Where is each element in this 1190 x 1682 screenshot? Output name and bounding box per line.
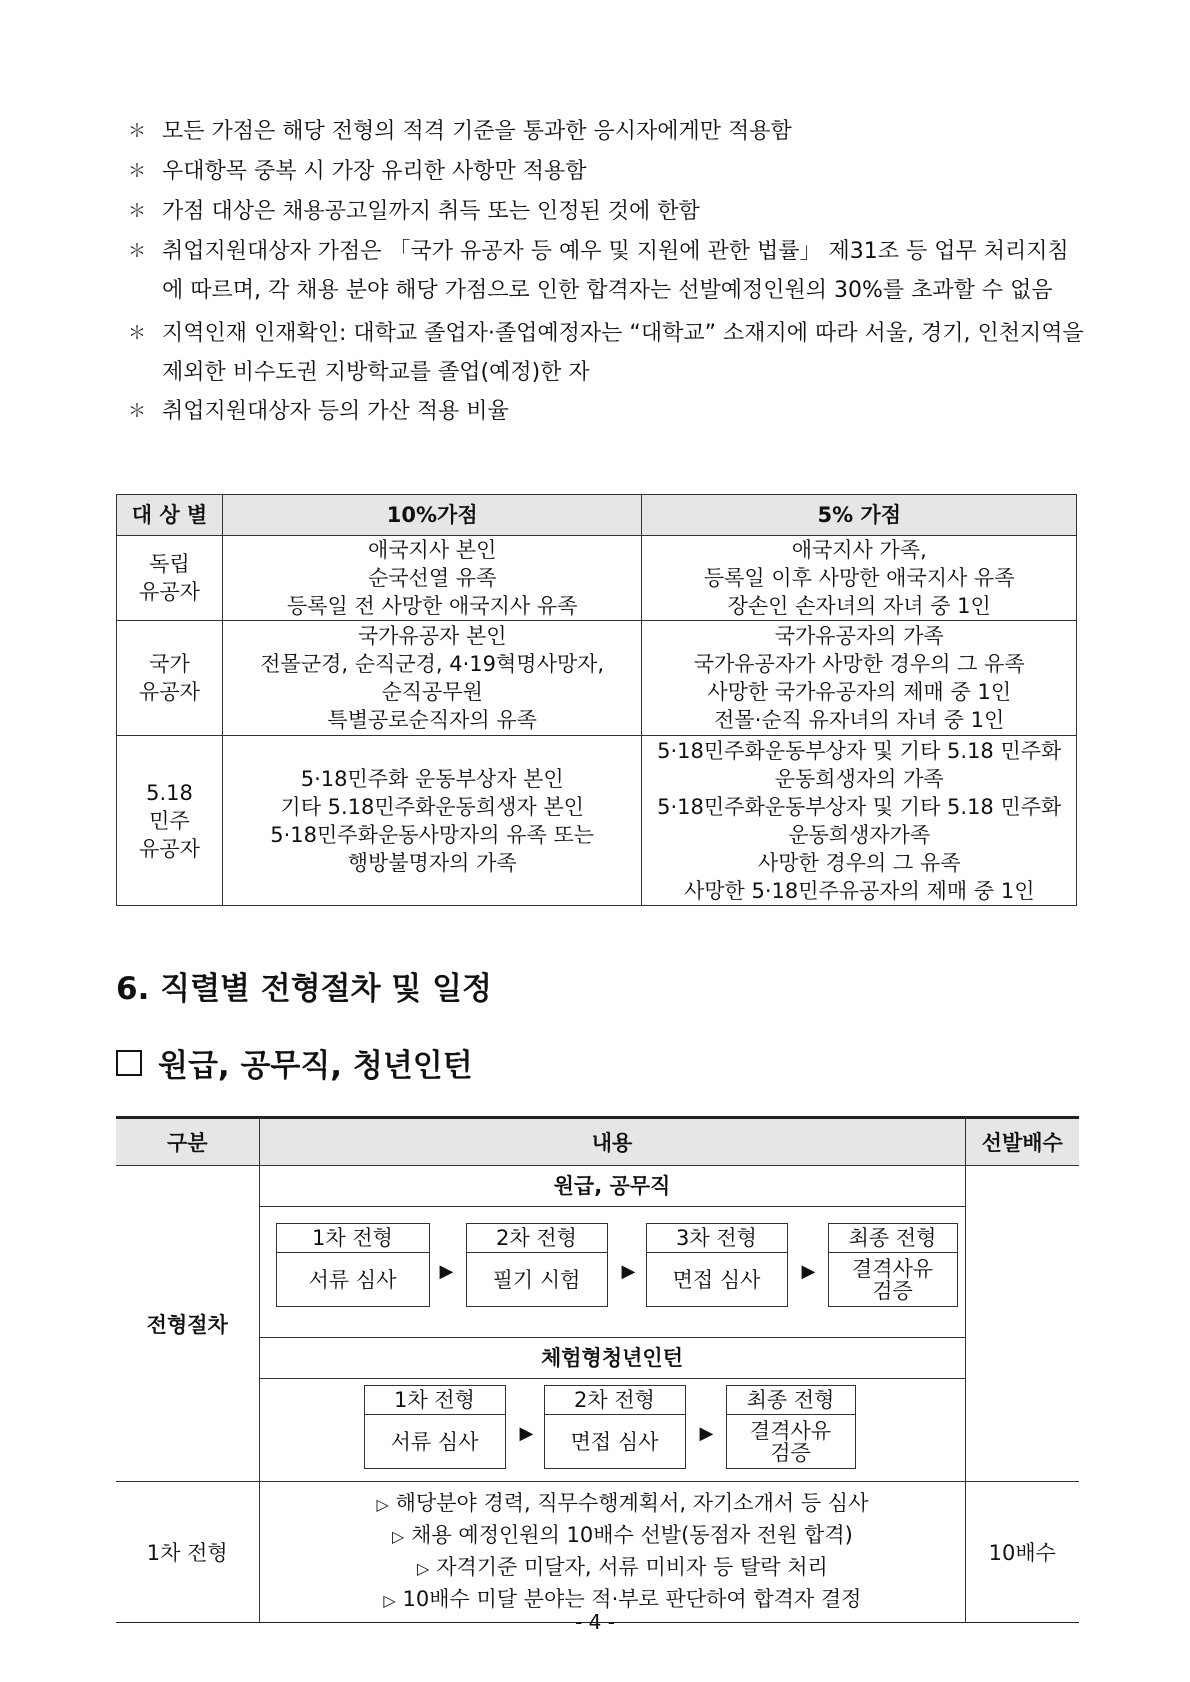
flow-step-stage: 최종 전형	[727, 1386, 855, 1415]
subsection-title-text: 원급, 공무직, 청년인턴	[158, 1048, 473, 1084]
flow-step-stage: 최종 전형	[829, 1224, 957, 1253]
note-item	[128, 232, 1088, 310]
note-item	[128, 152, 1088, 192]
asterisk-icon: ＊	[128, 401, 146, 422]
asterisk-icon: ＊	[128, 121, 146, 142]
arrow-right-icon: ▶	[621, 1261, 636, 1282]
row-target: 5.18 민주 유공자	[117, 736, 223, 906]
table-row	[117, 736, 1077, 906]
row-target: 국가 유공자	[117, 621, 223, 736]
row-label-first-stage: 1차 전형	[116, 1482, 259, 1623]
triangle-bullet-icon: ▷	[376, 1495, 389, 1514]
row-target: 독립 유공자	[117, 536, 223, 621]
flow-step-desc: 서류 심사	[390, 1429, 479, 1454]
page-number: - 4 -	[575, 1610, 615, 1634]
triangle-bullet-icon: ▷	[392, 1527, 405, 1546]
table-row	[116, 1166, 1079, 1482]
flow-step-desc: 필기 시험	[492, 1267, 581, 1292]
asterisk-icon: ＊	[128, 323, 146, 344]
list-item	[274, 1552, 965, 1584]
section-title: 6. 직렬별 전형절차 및 일정	[116, 971, 492, 1007]
asterisk-icon: ＊	[128, 241, 146, 262]
table-row	[117, 621, 1077, 736]
flow-step-stage: 1차 전형	[277, 1224, 429, 1253]
flow-step	[544, 1385, 686, 1469]
flow-step	[466, 1223, 608, 1307]
table-row	[117, 536, 1077, 621]
first-stage-items	[259, 1482, 965, 1623]
row-multiple: 10배수	[965, 1482, 1079, 1623]
flow-step-desc: 서류 심사	[308, 1267, 397, 1292]
row-multiple-empty	[965, 1166, 1079, 1482]
flow-step-desc: 결격사유 검증	[749, 1418, 832, 1465]
note-item	[128, 112, 1088, 152]
note-item	[128, 314, 1088, 392]
header-5pct: 5% 가점	[642, 495, 1077, 536]
subsection-title	[116, 1040, 473, 1085]
flow-step-desc: 결격사유 검증	[851, 1256, 934, 1303]
row-10pct: 국가유공자 본인 전몰군경, 순직군경, 4·19혁명사망자, 순직공무원 특별공로순직자의 유족	[222, 621, 642, 736]
row-5pct: 국가유공자의 가족 국가유공자가 사망한 경우의 그 유족 사망한 국가유공자의 제매 중 1인 전몰·순직 유자녀의 자녀 중 1인	[642, 621, 1077, 736]
notes-list	[128, 112, 1088, 432]
asterisk-icon: ＊	[128, 201, 146, 222]
flow-step-desc: 면접 심사	[570, 1429, 659, 1454]
flow-step	[646, 1223, 788, 1307]
list-item-text: 10배수 미달 분야는 적·부로 판단하여 합격자 결정	[402, 1587, 862, 1611]
header-content: 내용	[259, 1118, 965, 1166]
row-5pct: 5·18민주화운동부상자 및 기타 5.18 민주화 운동희생자의 가족 5·18민주화운동부상자 및 기타 5.18 민주화 운동희생자가족 사망한 경우의 그 유족 사망한 5·18민주유공자의 제매 중 1인	[642, 736, 1077, 906]
flow-step	[828, 1223, 958, 1307]
arrow-right-icon: ▶	[519, 1423, 534, 1444]
flow-step-stage: 1차 전형	[365, 1386, 505, 1415]
procedure-table	[116, 1116, 1079, 1623]
list-item-text: 채용 예정인원의 10배수 선발(동점자 전원 합격)	[411, 1523, 853, 1547]
note-item	[128, 392, 1088, 432]
checkbox-square-icon	[116, 1050, 142, 1076]
triangle-bullet-icon: ▷	[383, 1591, 396, 1610]
flow1-title: 원급, 공무직	[260, 1166, 965, 1207]
note-text: 취업지원대상자 등의 가산 적용 비율	[162, 399, 509, 424]
note-item	[128, 192, 1088, 232]
flow-step-stage: 2차 전형	[545, 1386, 685, 1415]
table-header-row	[116, 1118, 1079, 1166]
triangle-bullet-icon: ▷	[417, 1559, 430, 1578]
row-10pct: 애국지사 본인 순국선열 유족 등록일 전 사망한 애국지사 유족	[222, 536, 642, 621]
note-text: 취업지원대상자 가점은 「국가 유공자 등 예우 및 지원에 관한 법률」 제31조 등 업무 처리지침에 따르며, 각 채용 분야 해당 가점으로 인한 합격자는 선발예정인원의 30%를 초과할 수 없음	[162, 239, 1069, 303]
header-multiple: 선발배수	[965, 1118, 1079, 1166]
header-target: 대 상 별	[117, 495, 223, 536]
list-item-text: 자격기준 미달자, 서류 미비자 등 탈락 처리	[436, 1555, 828, 1579]
row-10pct: 5·18민주화 운동부상자 본인 기타 5.18민주화운동희생자 본인 5·18민주화운동사망자의 유족 또는 행방불명자의 가족	[222, 736, 642, 906]
flow2-diagram	[260, 1379, 965, 1481]
header-10pct: 10%가점	[222, 495, 642, 536]
arrow-right-icon: ▶	[699, 1423, 714, 1444]
list-item-text: 해당분야 경력, 직무수행계획서, 자기소개서 등 심사	[395, 1491, 869, 1515]
flow2-title: 체험형청년인턴	[260, 1338, 965, 1379]
flow1-diagram	[260, 1207, 965, 1338]
header-category: 구분	[116, 1118, 259, 1166]
bonus-ratio-table	[116, 494, 1077, 906]
flow-step-desc: 면접 심사	[672, 1267, 761, 1292]
asterisk-icon: ＊	[128, 161, 146, 182]
note-text: 모든 가점은 해당 전형의 적격 기준을 통과한 응시자에게만 적용함	[162, 119, 792, 144]
note-text: 가점 대상은 채용공고일까지 취득 또는 인정된 것에 한함	[162, 199, 700, 224]
flow-step	[726, 1385, 856, 1469]
arrow-right-icon: ▶	[439, 1261, 454, 1282]
table-header-row	[117, 495, 1077, 536]
note-text: 지역인재 인재확인: 대학교 졸업자·졸업예정자는 “대학교” 소재지에 따라 서울, 경기, 인천지역을 제외한 비수도권 지방학교를 졸업(예정)한 자	[162, 321, 1084, 385]
flow-step-stage: 3차 전형	[647, 1224, 787, 1253]
note-text: 우대항목 중복 시 가장 유리한 사항만 적용함	[162, 159, 587, 184]
row-label-procedure: 전형절차	[116, 1166, 259, 1482]
row-5pct: 애국지사 가족, 등록일 이후 사망한 애국지사 유족 장손인 손자녀의 자녀 중 1인	[642, 536, 1077, 621]
list-item	[274, 1520, 965, 1552]
flow-step-stage: 2차 전형	[467, 1224, 607, 1253]
flow-step	[276, 1223, 430, 1307]
flow-step	[364, 1385, 506, 1469]
arrow-right-icon: ▶	[801, 1261, 816, 1282]
list-item	[274, 1488, 965, 1520]
table-row	[116, 1482, 1079, 1623]
